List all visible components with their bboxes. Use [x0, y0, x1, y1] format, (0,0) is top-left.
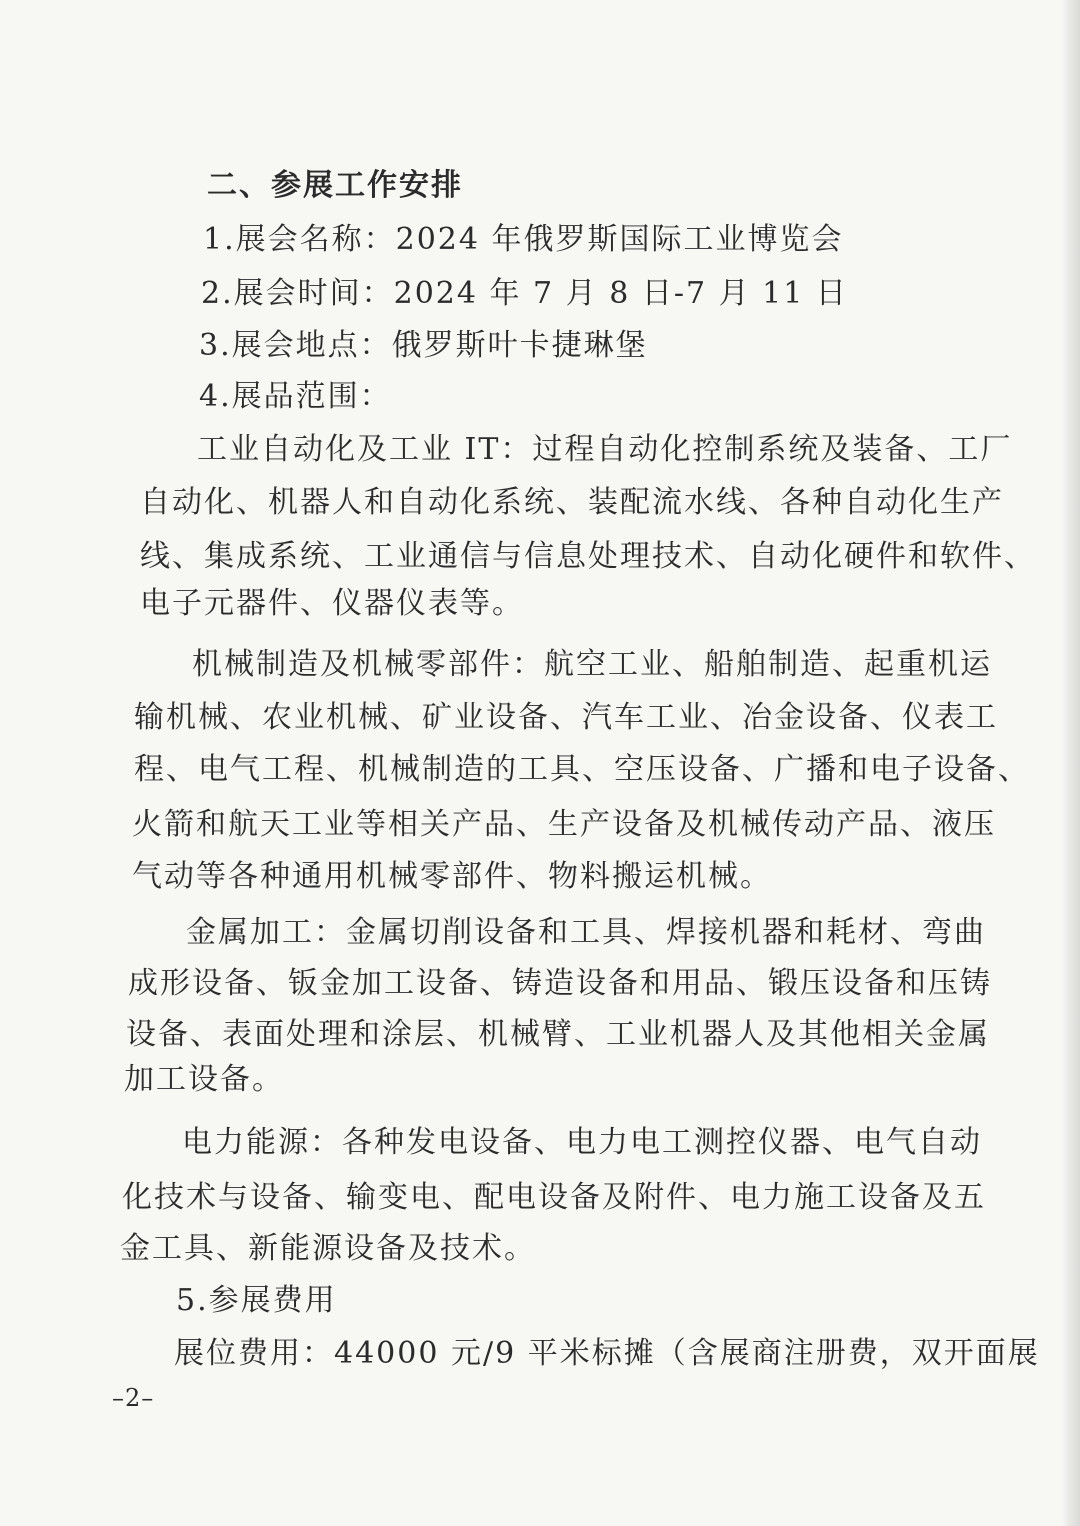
exhibition-name: 1.展会名称：2024 年俄罗斯国际工业博览会 — [203, 222, 844, 257]
page-number: –2– — [112, 1384, 155, 1412]
exhibition-time: 2.展会时间：2024 年 7 月 8 日-7 月 11 日 — [201, 276, 848, 311]
paragraph-line: 设备、表面处理和涂层、机械臂、工业机器人及其他相关金属 — [126, 1017, 990, 1052]
paragraph-line: 火箭和航天工业等相关产品、生产设备及机械传动产品、液压 — [132, 807, 996, 842]
paragraph-line: 电力能源：各种发电设备、电力电工测控仪器、电气自动 — [182, 1125, 982, 1160]
paragraph-line: 输机械、农业机械、矿业设备、汽车工业、冶金设备、仪表工 — [134, 700, 998, 735]
paragraph-line: 工业自动化及工业 IT：过程自动化控制系统及装备、工厂 — [197, 432, 1013, 467]
paragraph-line: 程、电气工程、机械制造的工具、空压设备、广播和电子设备、 — [134, 752, 1030, 787]
paragraph-line: 气动等各种通用机械零部件、物料搬运机械。 — [132, 859, 772, 894]
paragraph-line: 线、集成系统、工业通信与信息处理技术、自动化硬件和软件、 — [140, 539, 1036, 574]
exhibit-scope-label: 4.展品范围： — [199, 379, 392, 414]
scan-edge-shadow — [1062, 0, 1080, 1526]
paragraph-line: 金工具、新能源设备及技术。 — [120, 1231, 536, 1266]
paragraph-line: 加工设备。 — [124, 1062, 284, 1097]
booth-fee-line: 展位费用：44000 元/9 平米标摊（含展商注册费，双开面展 — [174, 1336, 1040, 1371]
paragraph-line: 机械制造及机械零部件：航空工业、船舶制造、起重机运 — [192, 647, 992, 682]
paragraph-line: 金属加工：金属切削设备和工具、焊接机器和耗材、弯曲 — [186, 915, 986, 950]
paragraph-line: 化技术与设备、输变电、配电设备及附件、电力施工设备及五 — [122, 1180, 986, 1215]
paragraph-line: 自动化、机器人和自动化系统、装配流水线、各种自动化生产 — [140, 485, 1004, 520]
exhibition-place: 3.展会地点：俄罗斯叶卡捷琳堡 — [199, 328, 648, 363]
paragraph-line: 成形设备、钣金加工设备、铸造设备和用品、锻压设备和压铸 — [128, 966, 992, 1001]
fees-label: 5.参展费用 — [176, 1283, 337, 1318]
section-heading: 二、参展工作安排 — [207, 168, 463, 203]
paragraph-line: 电子元器件、仪器仪表等。 — [140, 586, 524, 621]
